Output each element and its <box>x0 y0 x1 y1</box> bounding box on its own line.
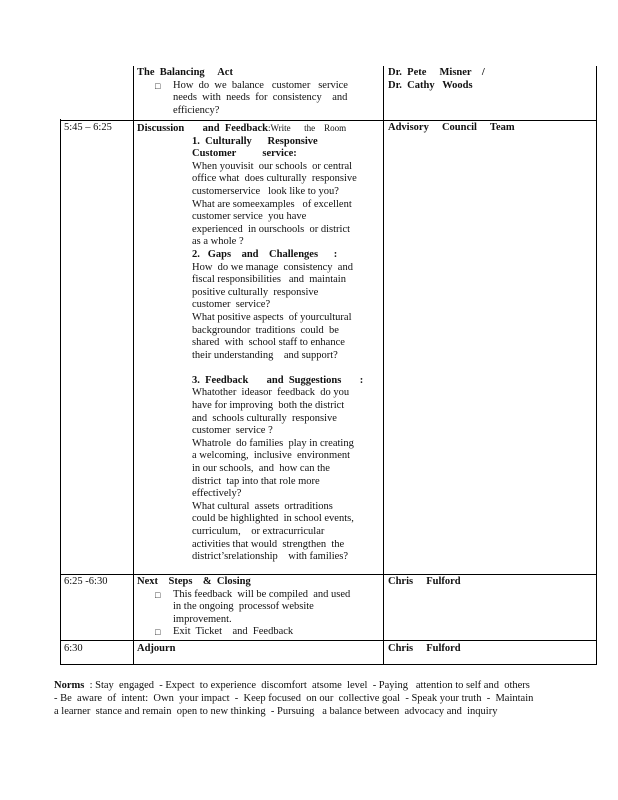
section-line: What are someexamples of excellent <box>192 198 352 210</box>
agenda-bullet <box>137 80 377 118</box>
section-line: What cultural assets ortraditions <box>192 500 333 512</box>
section-line: customerservice look like to you? <box>192 185 339 197</box>
section-line: When youvisit our schools or central <box>192 160 353 172</box>
section-line: as a whole ? <box>192 236 244 248</box>
time-adjourn: 6:30 <box>64 643 83 654</box>
lead-adjourn: Chris Fulford <box>388 643 461 654</box>
agenda-item-title-line <box>137 122 382 136</box>
row-divider-3 <box>60 640 597 641</box>
row-divider-1 <box>60 120 597 121</box>
lead-name: Dr. Pete Misner / <box>388 67 485 78</box>
section-heading-2: Customer service: <box>192 148 297 160</box>
row-balancing-act <box>137 67 377 117</box>
norms-text: : Stay engaged - Expect to experience discomfort atsome level - Paying attention to self and others - Be aware of intent: Own your impact - Keep focused on our collective goal - Speak your truth - Maintain a learner stance and remain open to new thinking - Pursuing a balance between advocacy and inquiry <box>54 680 539 717</box>
section-line: experienced in ourschools or district <box>192 223 351 235</box>
section-line: What positive aspects of yourcultural <box>192 311 352 323</box>
section-line: backgroundor traditions could be <box>192 324 339 336</box>
section-line: Whatrole do families play in creating <box>192 437 354 449</box>
row-divider-4 <box>60 664 597 665</box>
lead-discussion: Advisory Council Team <box>388 122 515 133</box>
bullet-line: needs with needs for consistency and <box>173 92 348 104</box>
bullet-glyph-icon: □ <box>155 80 161 91</box>
section-line: shared with school staff to enhance <box>192 337 345 349</box>
section-line: a welcoming, inclusive environment <box>192 450 351 462</box>
agenda-item-title-suffix: :Write the Room <box>267 123 347 133</box>
section-line: and schools culturally responsive <box>192 412 337 424</box>
norms-label: Norms <box>54 680 85 691</box>
section-heading: 1. Culturally Responsive <box>192 135 318 147</box>
bullet-line: improvement. <box>173 613 232 625</box>
section-line: Whatother ideasor feedback do you <box>192 387 350 399</box>
bullet-line: in the ongoing processof website <box>173 601 314 613</box>
row-next-steps <box>137 576 377 639</box>
section-line: effectively? <box>192 488 242 500</box>
norms-paragraph <box>54 680 539 718</box>
row-discussion <box>137 122 382 564</box>
section-line: could be highlighted in school events, <box>192 513 354 525</box>
section-line: district tap into that role more <box>192 475 320 487</box>
section-line: district’srelationship with families? <box>192 551 349 563</box>
section-line: customer service ? <box>192 425 273 437</box>
section-line: fiscal responsibilities and maintain <box>192 274 346 286</box>
bullet-line: How do we balance customer service <box>173 79 348 91</box>
bullet-glyph-icon: □ <box>155 627 161 638</box>
section-line: customer service? <box>192 299 271 311</box>
table-divider-lead <box>383 66 384 665</box>
section-heading: 3. Feedback and Suggestions : <box>192 374 364 386</box>
lead-name-2: Dr. Cathy Woods <box>388 79 473 91</box>
time-next-steps: 6:25 -6:30 <box>64 576 108 587</box>
table-divider-time <box>133 66 134 665</box>
agenda-item-title: The Balancing Act <box>137 67 233 78</box>
section-line: curriculum, or extracurricular <box>192 526 325 537</box>
section-heading: 2. Gaps and Challenges : <box>192 248 338 260</box>
section-line: in our schools, and how can the <box>192 463 330 475</box>
table-border-left-outer <box>60 119 61 665</box>
lead-balancing-act <box>388 67 588 92</box>
agenda-item-title: Next Steps & Closing <box>137 576 251 587</box>
time-discussion: 5:45 – 6:25 <box>64 122 112 133</box>
section-line: customer service you have <box>192 211 307 223</box>
section-line: office what does culturally responsive <box>192 173 357 185</box>
bullet-line: Exit Ticket and Feedback <box>173 626 294 638</box>
agenda-bullet <box>137 626 377 639</box>
section-line: activities that would strengthen the <box>192 538 345 550</box>
section-line: have for improving both the district <box>192 400 345 412</box>
lead-next-steps: Chris Fulford <box>388 576 461 587</box>
table-border-right <box>596 66 597 665</box>
row-divider-2 <box>60 574 597 575</box>
row-adjourn: Adjourn <box>137 643 176 654</box>
section-line: positive culturally responsive <box>192 286 319 298</box>
section-line: their understanding and support? <box>192 349 338 361</box>
bullet-line: efficiency? <box>173 104 220 116</box>
bullet-glyph-icon: □ <box>155 589 161 600</box>
bullet-line: This feedback will be compiled and used <box>173 588 351 600</box>
agenda-item-title: Discussion and Feedback <box>137 123 268 134</box>
section-line: How do we manage consistency and <box>192 261 353 273</box>
agenda-bullet <box>137 589 377 627</box>
